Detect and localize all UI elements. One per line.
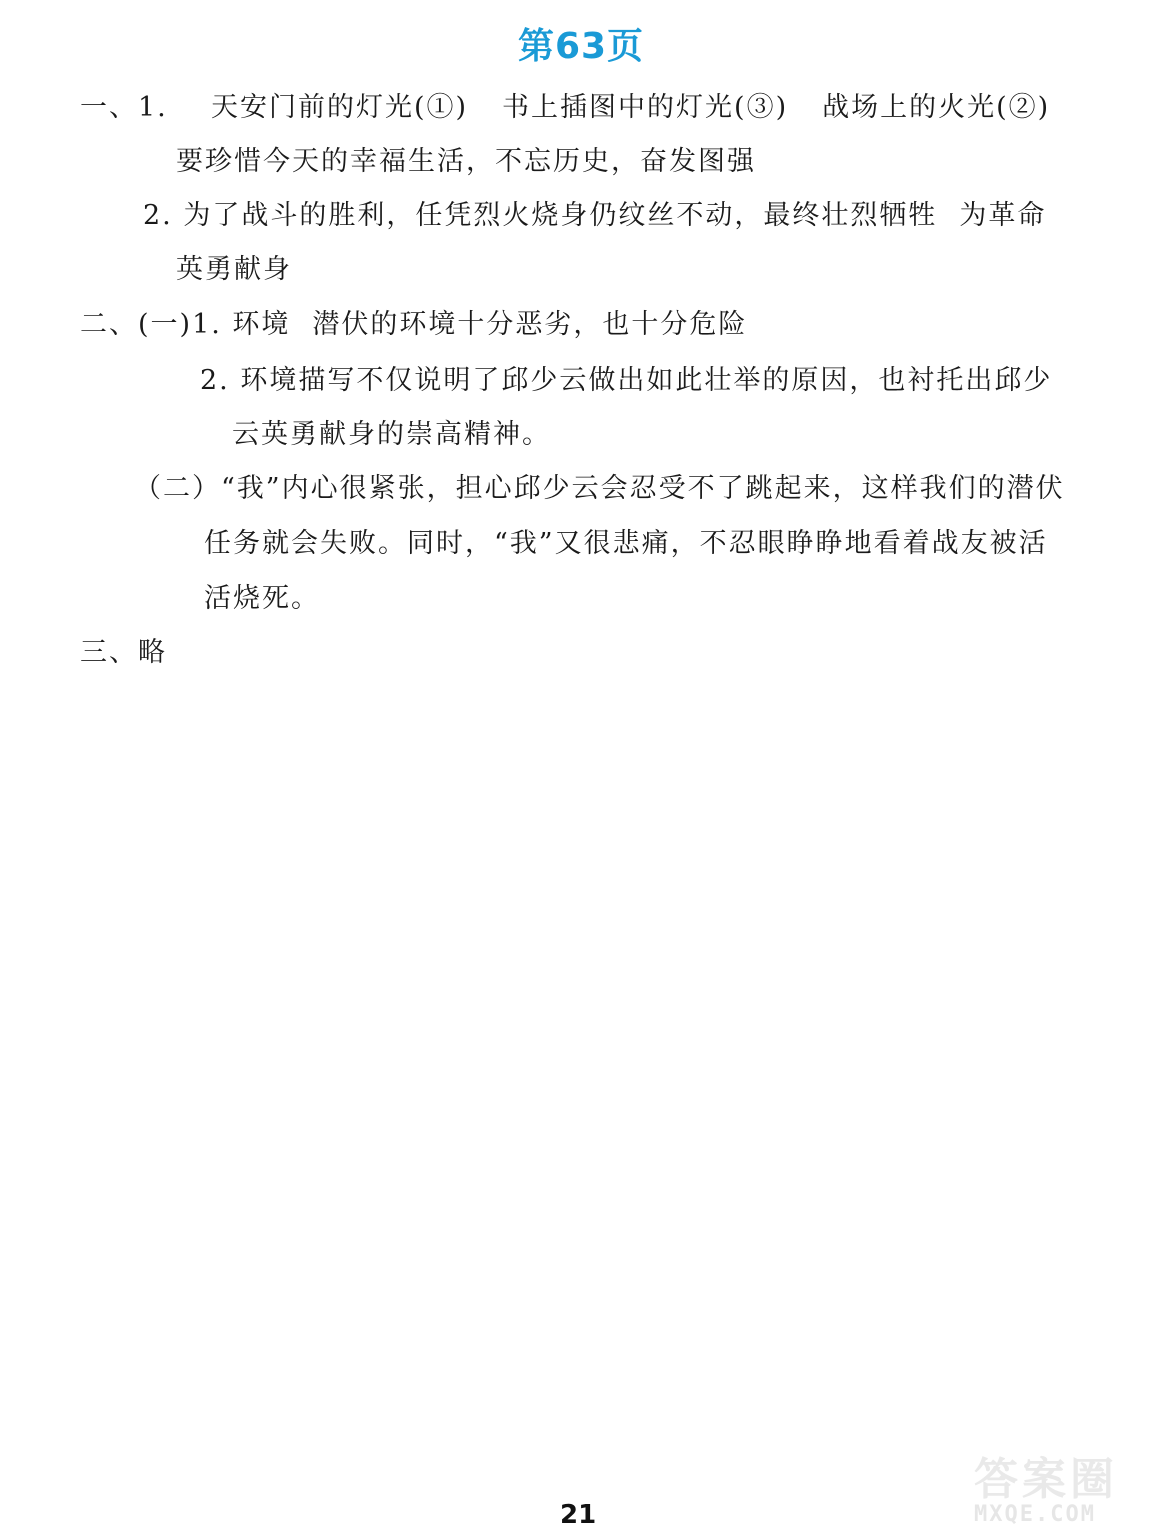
answer-1-1-a: 天安门前的灯光(①) [210, 92, 469, 123]
answer-2-1-1-a: 环境 [232, 309, 291, 340]
section-2-label: 二、(一)1. [80, 309, 222, 340]
answer-1-2-continued: 英勇献身 [176, 254, 292, 285]
question-1-2-label: 2. [143, 200, 173, 231]
section-2-sub-2-label: （二） [134, 473, 221, 504]
answer-1-2-a: 为了战斗的胜利，任凭烈火烧身仍纹丝不动，最终壮烈牺牲 [183, 200, 938, 231]
answer-2-1-1-b: 潜伏的环境十分恶劣，也十分危险 [312, 309, 748, 340]
section-3-line [80, 633, 167, 673]
answer-1-2-b: 为革命 [959, 200, 1047, 231]
answer-2-1-2: 环境描写不仅说明了邱少云做出如此壮举的原因，也衬托出邱少 [240, 365, 1053, 396]
answer-1-1-b: 书上插图中的灯光(③) [502, 92, 789, 123]
answer-2-2-continued-1: 任务就会失败。同时，“我”又很悲痛，不忍眼睁睁地看着战友被活 [204, 528, 1048, 559]
question-2-1-2-label: 2. [200, 365, 230, 396]
watermark [974, 1454, 1144, 1528]
answer-2-2: “我”内心很紧张，担心邱少云会忍受不了跳起来，这样我们的潜伏 [221, 473, 1065, 504]
section-1-label: 一、1. [80, 92, 168, 123]
section-2-line-1 [80, 305, 747, 345]
answer-1-1-c: 战场上的火光(②) [822, 92, 1051, 123]
answer-3: 略 [138, 637, 167, 668]
watermark-url: MXQE.COM [974, 1502, 1096, 1527]
answer-2-2-continued-2: 活烧死。 [204, 583, 320, 614]
section-2-sub-2-line-1 [134, 469, 1065, 509]
section-1-line-3 [143, 196, 1046, 236]
page-number: 21 [560, 1500, 597, 1530]
section-3-label: 三、 [80, 637, 138, 668]
answer-2-1-2-continued: 云英勇献身的崇高精神。 [232, 419, 551, 450]
section-1-line-1 [80, 88, 1050, 128]
page-title: 第63页 [517, 26, 645, 67]
section-2-line-2 [200, 361, 1052, 401]
answer-1-1-continued: 要珍惜今天的幸福生活，不忘历史，奋发图强 [176, 146, 756, 177]
watermark-logo: 答案圈 [974, 1454, 1118, 1505]
